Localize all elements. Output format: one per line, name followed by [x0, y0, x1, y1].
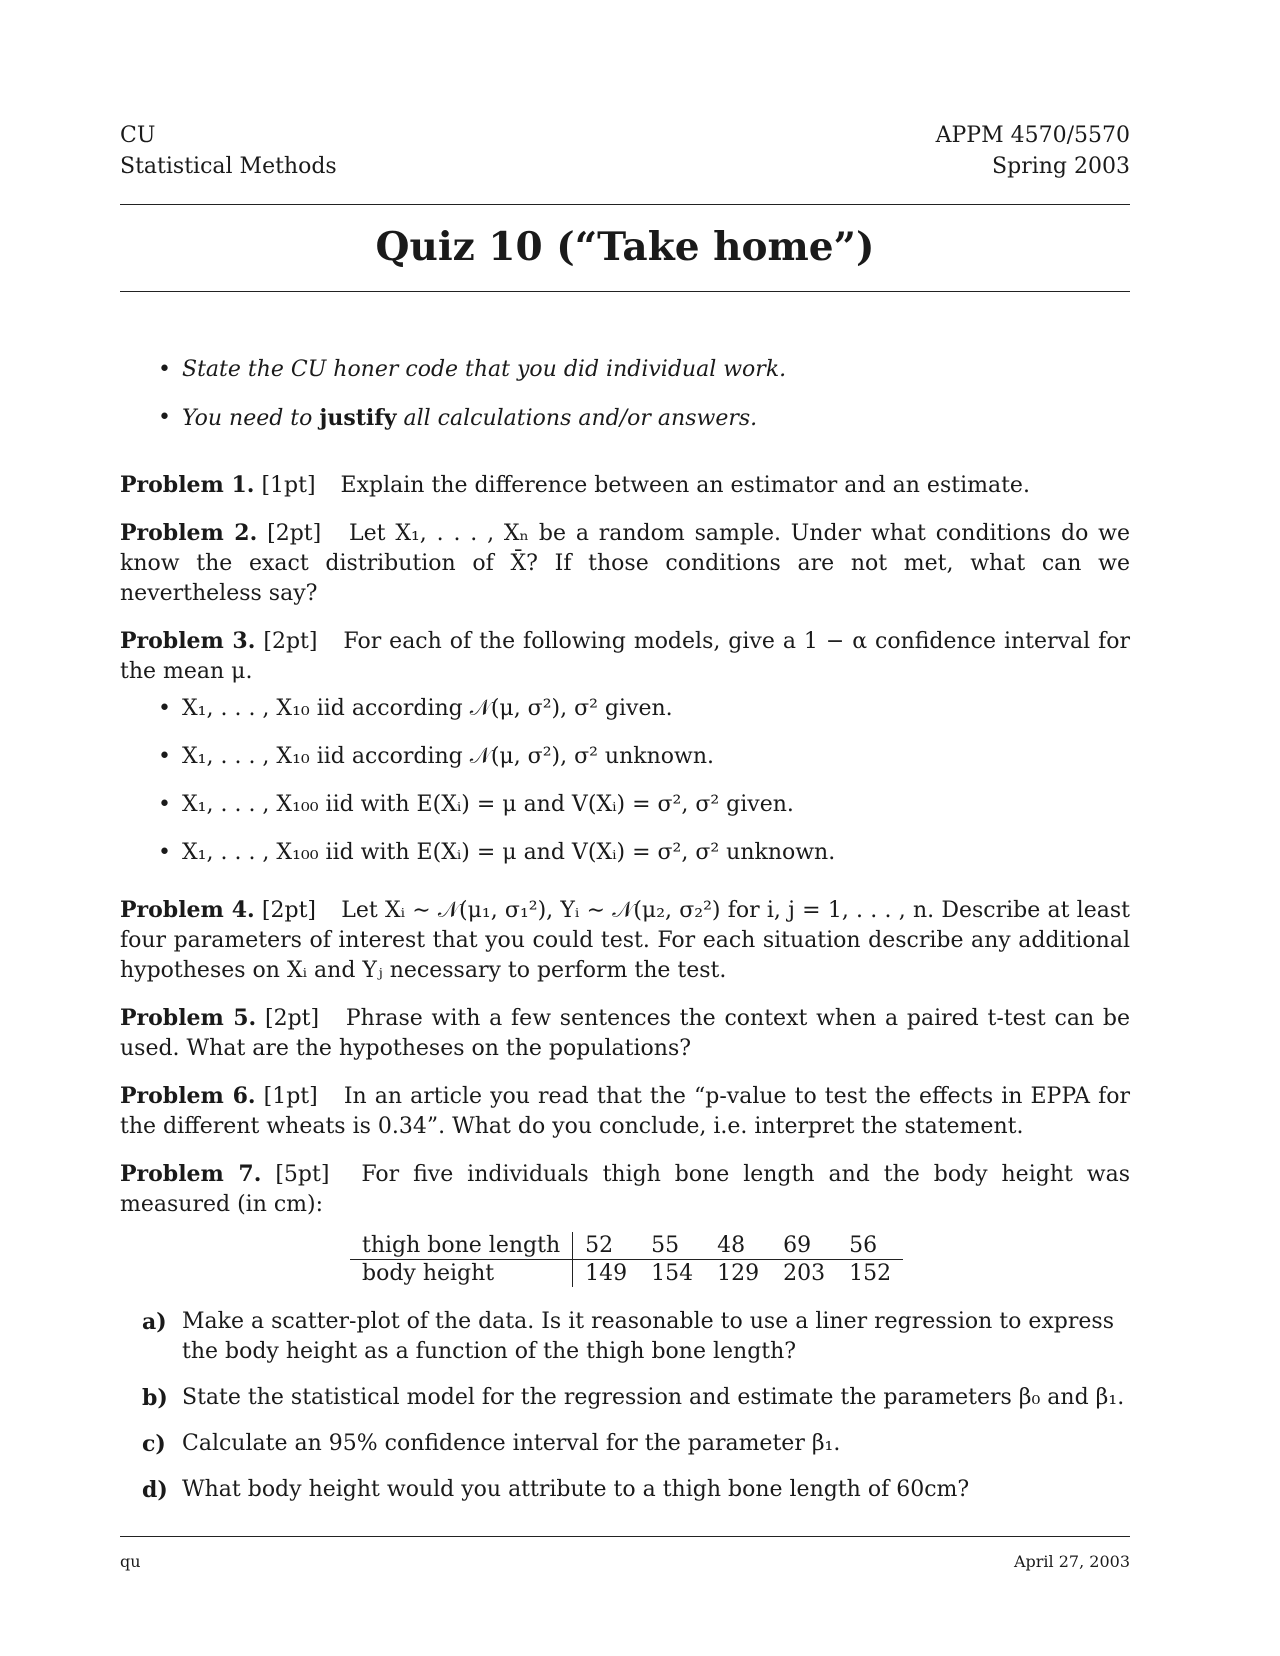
instruction-text: all calculations and/or answers.	[403, 406, 758, 431]
page-footer	[120, 1536, 1130, 1571]
problem-label: Problem 7.	[120, 1161, 262, 1187]
measurement-table	[350, 1232, 903, 1287]
model-item: • X₁, . . . , X₁₀₀ iid with E(Xᵢ) = μ and V(Xᵢ) = σ², σ² given.	[120, 791, 1130, 839]
instruction-text: You need to	[182, 406, 313, 431]
problem-points: [5pt]	[275, 1162, 330, 1187]
problem-points: [2pt]	[267, 521, 322, 546]
problem-text: For each of the following models, give a 1 − α confidence interval for the mean μ.	[120, 629, 1130, 684]
model-item: • X₁, . . . , X₁₀ iid according 𝒩(μ, σ²), σ² unknown.	[120, 743, 1130, 791]
table-cell: 149	[585, 1261, 628, 1286]
course-number: APPM 4570/5570	[935, 123, 1130, 148]
problem-label: Problem 2.	[120, 520, 258, 546]
table-row	[350, 1232, 903, 1260]
table-cell: 52	[573, 1232, 640, 1260]
document-header	[120, 120, 1130, 184]
part-text: Make a scatter-plot of the data. Is it reasonable to use a liner regression to express the body height as a function of the thigh bone length?	[182, 1309, 1114, 1364]
instruction-item	[120, 404, 1130, 452]
problem-text: In an article you read that the “p-value to test the effects in EPPA for the different wheats is 0.34”. What do you conclude, i.e. interpret the statement.	[120, 1084, 1131, 1139]
part-label: a)	[142, 1309, 167, 1335]
footer-left: qu	[120, 1552, 141, 1571]
problem-points: [2pt]	[261, 898, 317, 923]
university-name: CU	[120, 123, 156, 148]
table-cell: 56	[837, 1232, 903, 1260]
instructions-list	[120, 356, 1130, 452]
problem-points: [1pt]	[263, 1084, 318, 1109]
part-label: d)	[142, 1477, 168, 1503]
problem-text: Explain the difference between an estimator and an estimate.	[340, 473, 1030, 498]
problem-7-parts	[120, 1307, 1130, 1505]
problem-text: Let X₁, . . . , Xₙ be a random sample. Under what conditions do we know the exact distribution of X̄? If those conditions are not met, what can we nevertheless say?	[120, 521, 1130, 606]
part-label: c)	[142, 1431, 166, 1457]
course-title: Statistical Methods	[120, 154, 337, 179]
table-cell: 48	[705, 1232, 771, 1260]
table-cell: 152	[849, 1261, 892, 1286]
problem-points: [2pt]	[263, 629, 318, 654]
header-left	[120, 120, 337, 182]
problem-3	[120, 626, 1130, 687]
problem-text: For five individuals thigh bone length and the body height was measured (in cm):	[120, 1162, 1130, 1217]
page-title: Quiz 10 (“Take home”)	[375, 224, 875, 270]
part-label: b)	[142, 1385, 168, 1411]
problem-1	[120, 470, 1130, 501]
problem-5	[120, 1003, 1130, 1064]
footer-date: April 27, 2003	[1013, 1552, 1130, 1571]
instruction-text: State the CU honer code that you did individual work.	[182, 357, 787, 382]
model-list	[120, 695, 1130, 887]
problem-2	[120, 518, 1130, 609]
semester: Spring 2003	[992, 154, 1130, 179]
list-item	[120, 1383, 1130, 1413]
list-item	[120, 1307, 1130, 1367]
part-text: What body height would you attribute to a thigh bone length of 60cm?	[182, 1477, 970, 1502]
problem-text: Phrase with a few sentences the context when a paired t-test can be used. What are the hypotheses on the populations?	[120, 1006, 1130, 1061]
problem-label: Problem 6.	[120, 1083, 256, 1109]
list-item	[120, 1475, 1130, 1505]
table-cell: 69	[771, 1232, 837, 1260]
problem-6	[120, 1081, 1130, 1142]
table-cell: 203	[783, 1261, 826, 1286]
header-right	[936, 120, 1130, 182]
problem-label: Problem 4.	[120, 897, 255, 923]
table-cell: 154	[651, 1261, 694, 1286]
part-text: Calculate an 95% confidence interval for the parameter β₁.	[182, 1431, 841, 1456]
list-item	[120, 1429, 1130, 1459]
problem-points: [2pt]	[264, 1006, 320, 1031]
footer-rule	[120, 1536, 1130, 1537]
problem-label: Problem 3.	[120, 628, 256, 654]
table-cell: 129	[717, 1261, 760, 1286]
title-bottom-rule	[120, 291, 1130, 292]
model-item: • X₁, . . . , X₁₀ iid according 𝒩(μ, σ²), σ² given.	[120, 695, 1130, 743]
part-text: State the statistical model for the regression and estimate the parameters β₀ and β₁.	[182, 1385, 1125, 1410]
problem-text: Let Xᵢ ∼ 𝒩(μ₁, σ₁²), Yᵢ ∼ 𝒩(μ₂, σ₂²) for i, j = 1, . . . , n. Describe at least four parameters of interest that you could test. For each situation describe any additional hypotheses on Xᵢ and Yⱼ necessary to perform the test.	[120, 898, 1130, 983]
model-item: • X₁, . . . , X₁₀₀ iid with E(Xᵢ) = μ and V(Xᵢ) = σ², σ² unknown.	[120, 839, 1130, 887]
instruction-item	[120, 356, 1130, 404]
problem-7	[120, 1159, 1130, 1220]
table-cell: 55	[639, 1232, 705, 1260]
quiz-page	[120, 120, 1130, 1521]
problem-label: Problem 1.	[120, 472, 255, 498]
row-label: thigh bone length	[350, 1232, 573, 1260]
row-label: body height	[350, 1260, 573, 1288]
table-row	[350, 1260, 903, 1288]
instruction-emphasis: justify	[319, 405, 397, 431]
problem-points: [1pt]	[261, 473, 316, 498]
problem-label: Problem 5.	[120, 1005, 257, 1031]
problem-4	[120, 895, 1130, 986]
